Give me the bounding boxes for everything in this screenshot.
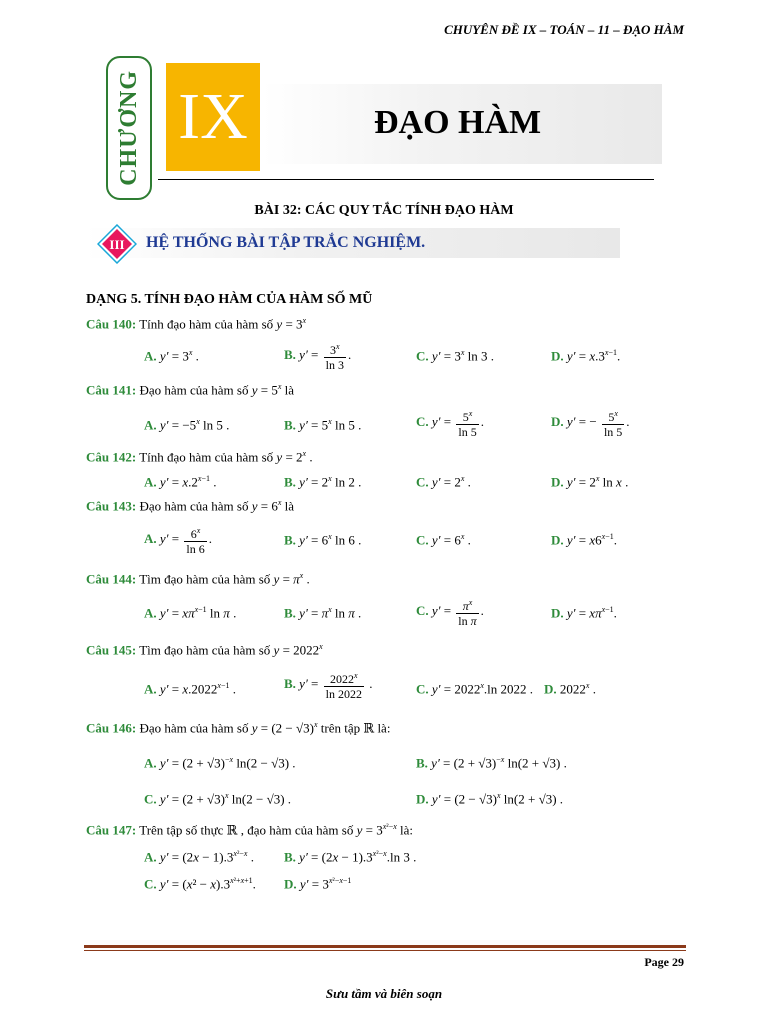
chapter-number-box: [166, 63, 260, 171]
q147-option-a: A. $y' = (2x - 1).3^{x^2-x}$ .: [144, 849, 254, 865]
question-144: Câu 144: Tìm đạo hàm của hàm số $y = \pi^x$ .: [86, 571, 310, 587]
q142-option-d: D. $y' = 2^x$ ln x .: [551, 474, 629, 490]
q145-option-c: C. $y' = 2022^x.\ln$ 2022 .: [416, 681, 534, 697]
question-143: Câu 143: Đạo hàm của hàm số $y = 6^x$ là: [86, 498, 295, 514]
q142-option-b: B. $y' = 2^x$ ln 2 .: [284, 474, 362, 490]
q145-option-b: B. y′ = $\frac{2022^x}{\ln 2022}$ .: [284, 671, 373, 701]
section-roman: III: [109, 237, 125, 252]
footer-credit: Sưu tầm và biên soạn: [325, 986, 443, 1001]
chapter-title: ĐẠO HÀM: [374, 104, 542, 141]
topic-heading: DẠNG 5. TÍNH ĐẠO HÀM CỦA HÀM SỐ MŨ: [86, 292, 373, 307]
chapter-number: IX: [178, 80, 248, 153]
lesson-title: BÀI 32: CÁC QUY TẮC TÍNH ĐẠO HÀM: [254, 203, 514, 218]
question-text: Tính đạo hàm của hàm số: [139, 316, 274, 332]
q144-option-a: A. $y' = x\pi^{x-1}$ ln π .: [144, 605, 237, 621]
q143-option-c: C. $y' = 6^x$ .: [416, 532, 471, 548]
title-divider: [158, 179, 654, 180]
q142-option-c: C. $y' = 2^x$ .: [416, 474, 471, 490]
q140-option-c: C. $y' = 3^x$ ln 3 .: [416, 348, 495, 364]
q147-option-b: B. $y' = (2x - 1).3^{x^2-x}.\ln$ 3 .: [284, 849, 417, 865]
question-146: Câu 146: Đạo hàm của hàm số $y = (2 - √3)^x$ trên tập ℝ là:: [86, 720, 391, 736]
question-number: Câu 140:: [86, 316, 137, 332]
q146-option-d: D. $y' = (2 - √3)^x$ ln(2 + √3) .: [416, 791, 564, 807]
chapter-word: CHƯƠNG: [115, 70, 142, 186]
question-142: Câu 142: Tính đạo hàm của hàm số $y = 2^x$ .: [86, 449, 313, 465]
q141-option-d: D. y′ = − $\frac{5^x}{\ln 5}$ .: [551, 409, 630, 439]
section-title: HỆ THỐNG BÀI TẬP TRẮC NGHIỆM.: [146, 234, 426, 251]
chapter-label-box: [106, 56, 152, 200]
q147-option-d: D. $y' = 3^{x^2-x-1}$: [284, 876, 352, 892]
page-number: Page 29: [644, 955, 684, 969]
q146-option-a: A. $y' = (2 + √3)^{-x}$ ln(2 − √3) .: [144, 755, 296, 771]
q141-option-c: C. y′ = $\frac{5^x}{\ln 5}$ .: [416, 409, 484, 439]
q141-option-a: A. $y' = -5^x$ ln 5 .: [144, 417, 230, 433]
question-147: Câu 147: Trên tập số thực ℝ , đạo hàm của hàm số $y = 3^{x^2-x}$ là:: [86, 822, 414, 838]
section-diamond-icon: [97, 224, 137, 264]
q147-option-c: C. $y' = (x^2 - x).3^{x^2+x+1}$.: [144, 876, 256, 892]
q143-option-b: B. $y' = 6^x$ ln 6 .: [284, 532, 362, 548]
running-header: CHUYÊN ĐỀ IX – TOÁN – 11 – ĐẠO HÀM: [444, 22, 684, 37]
q146-option-c: C. $y' = (2 + √3)^x$ ln(2 − √3) .: [144, 791, 292, 807]
question-145: Câu 145: Tìm đạo hàm của hàm số $y = 2022^x$: [86, 642, 323, 658]
q144-option-b: B. $y' = \pi^x$ ln π .: [284, 605, 362, 621]
footer-divider-thin: [84, 950, 686, 951]
question-140: Câu 140: Tính đạo hàm của hàm số $y = 3^x$: [86, 316, 307, 332]
q142-option-a: A. $y' = x.2^{x-1}$ .: [144, 474, 217, 490]
question-141: Câu 141: Đạo hàm của hàm số $y = 5^x$ là: [86, 382, 295, 398]
q140-option-d: D. $y' = x.3^{x-1}$.: [551, 348, 621, 364]
q143-option-a: A. y′ = $\frac{6^x}{\ln 6}$ .: [144, 526, 212, 556]
footer-divider: [84, 945, 686, 948]
q146-option-b: B. $y' = (2 + √3)^{-x}$ ln(2 + √3) .: [416, 755, 567, 771]
q140-option-a: A. $y' = 3^x$ .: [144, 348, 199, 364]
q140-option-b: B. y′ = $\frac{3^x}{\ln 3}$ .: [284, 342, 352, 372]
q143-option-d: D. $y' = x6^{x-1}$.: [551, 532, 617, 548]
q145-option-d: D. 2022$^x$ .: [544, 681, 596, 697]
q145-option-a: A. $y' = x.2022^{x-1}$ .: [144, 681, 236, 697]
q144-option-c: C. y' = $\frac{\pi^x}{\text{ln π}}$ .: [416, 598, 484, 628]
q141-option-b: B. $y' = 5^x$ ln 5 .: [284, 417, 362, 433]
q144-option-d: D. $y' = x\pi^{x-1}$.: [551, 605, 617, 621]
